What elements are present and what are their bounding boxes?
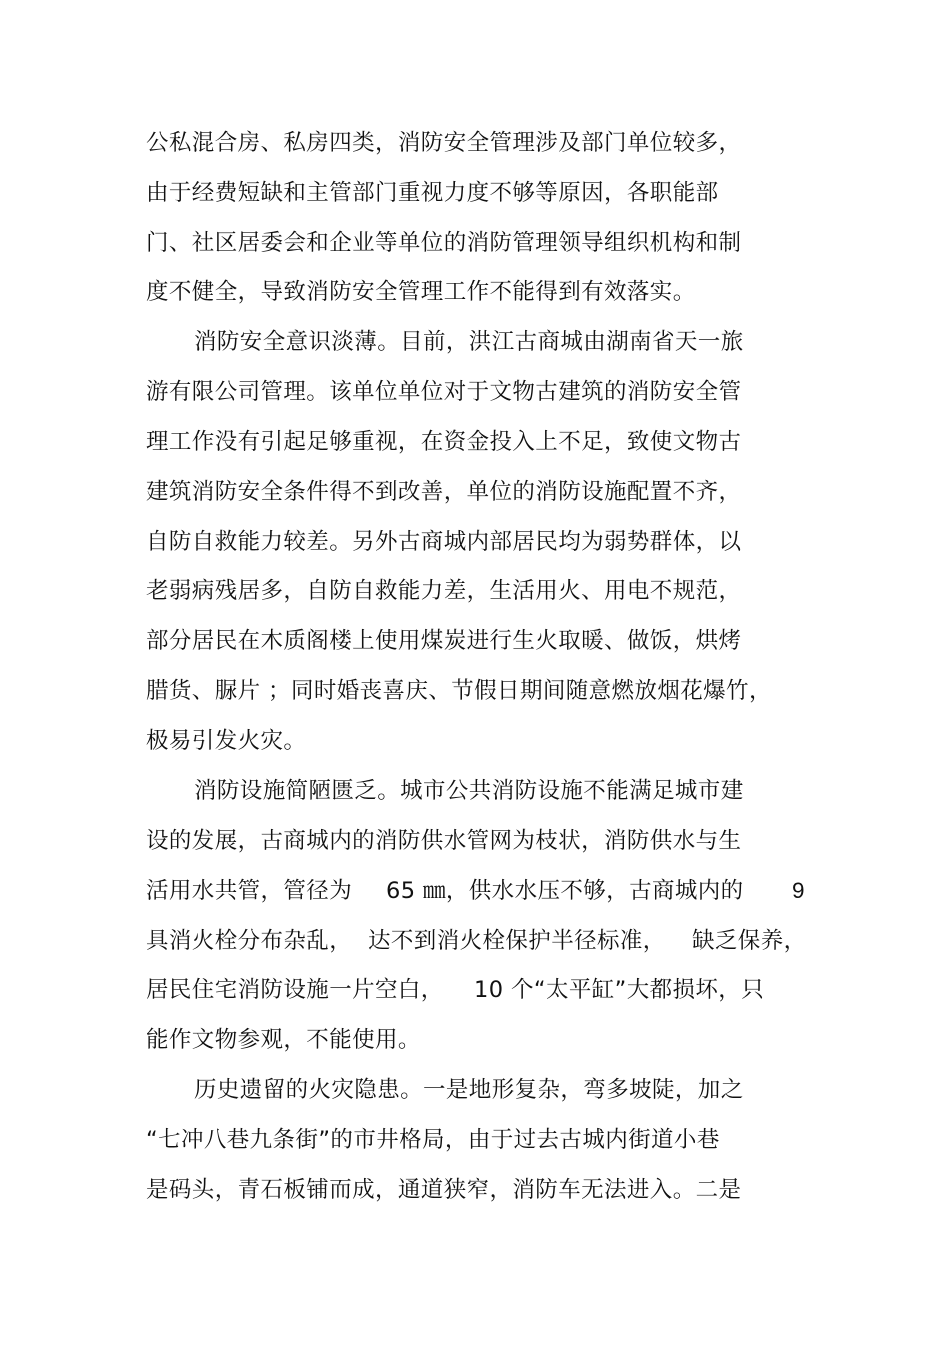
paragraph-line: 极易引发火灾。 (146, 728, 307, 754)
paragraph-line: 建筑消防安全条件得不到改善，单位的消防设施配置不齐， (146, 479, 742, 505)
paragraph-line: “七冲八巷九条街”的市井格局，由于过去古城内街道小巷 (146, 1127, 720, 1153)
paragraph-line: 是码头，青石板铺而成，通道狭窄，消防车无法进入。二是 (146, 1177, 742, 1203)
paragraph-line: 能作文物参观，不能使用。 (146, 1027, 421, 1053)
paragraph-line: 腊货、脲片 ；同时婚丧喜庆、节假日期间随意燃放烟花爆竹， (146, 678, 772, 704)
paragraph-first-line: 消防设施简陋匮乏。城市公共消防设施不能满足城市建 (194, 778, 744, 804)
paragraph-line: 设的发展，古商城内的消防供水管网为枝状，消防供水与生 (146, 828, 742, 854)
paragraph-line-segment: 10 个“太平缸”大都损坏，只 (474, 977, 765, 1003)
paragraph-first-line: 消防安全意识淡薄。目前，洪江古商城由湖南省天一旅 (194, 329, 744, 355)
paragraph-line: 理工作没有引起足够重视，在资金投入上不足，致使文物古 (146, 429, 742, 455)
paragraph-line: 公私混合房、私房四类，消防安全管理涉及部门单位较多， (146, 130, 742, 156)
paragraph-line-segment: 居民住宅消防设施一片空白， (146, 977, 444, 1003)
paragraph-line-segment: 9 (792, 878, 805, 903)
paragraph-line-segment: 65 ㎜，供水水压不够，古商城内的 (386, 878, 744, 904)
paragraph-line: 由于经费短缺和主管部门重视力度不够等原因，各职能部 (146, 180, 719, 206)
paragraph-line: 部分居民在木质阁楼上使用煤炭进行生火取暖、做饭，烘烤 (146, 628, 742, 654)
paragraph-line: 度不健全，导致消防安全管理工作不能得到有效落实。 (146, 279, 696, 305)
paragraph-line-segment: 活用水共管，管径为 (146, 878, 353, 904)
paragraph-line: 游有限公司管理。该单位单位对于文物古建筑的消防安全管 (146, 379, 742, 405)
paragraph-first-line: 历史遗留的火灾隐患。一是地形复杂，弯多坡陡，加之 (194, 1077, 744, 1103)
paragraph-line: 自防自救能力较差。另外古商城内部居民均为弱势群体，以 (146, 529, 742, 555)
paragraph-line-segment: 具消火栓分布杂乱， (146, 928, 353, 954)
paragraph-line-segment: 缺乏保养， (692, 928, 807, 954)
paragraph-line-segment: 达不到消火栓保护半径标准， (368, 928, 666, 954)
paragraph-line: 门、社区居委会和企业等单位的消防管理领导组织机构和制 (146, 230, 742, 256)
paragraph-line: 老弱病残居多，自防自救能力差，生活用火、用电不规范， (146, 578, 742, 604)
